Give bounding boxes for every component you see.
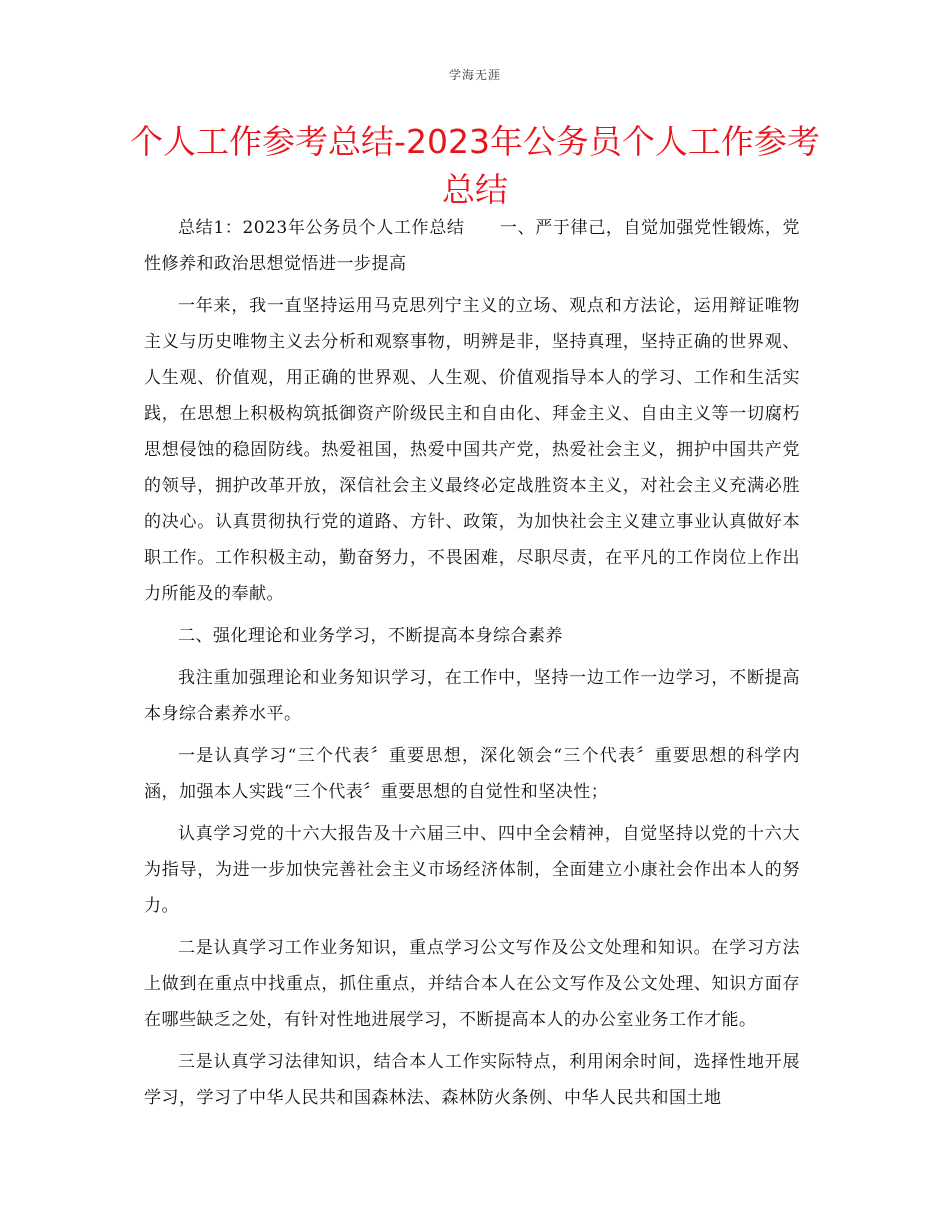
paragraph: 一是认真学习“三个代表〞重要思想，深化领会“三个代表〞重要思想的科学内涵，加强本人实践“三个代表〞重要思想的自觉性和坚决性； xyxy=(144,746,800,802)
paragraph: 三是认真学习法律知识，结合本人工作实际特点，利用闲余时间，选择性地开展学习，学习了中华人民共和国森林法、森林防火条例、中华人民共和国土地 xyxy=(144,1052,800,1108)
paragraph: 二是认真学习工作业务知识，重点学习公文写作及公文处理和知识。在学习方法上做到在重点中找重点，抓住重点，并结合本人在公文写作及公文处理、知识方面存在哪些缺乏之处，有针对性地进展学习，不断提高本人的办公室业务工作才能。 xyxy=(144,938,800,1030)
section-heading: 二、强化理论和业务学习，不断提高本身综合素养 xyxy=(178,626,563,646)
document-title: 个人工作参考总结-2023年公务员个人工作参考总结 xyxy=(130,122,820,209)
paragraph: 一年来，我一直坚持运用马克思列宁主义的立场、观点和方法论，运用辩证唯物主义与历史唯物主义去分析和观察事物，明辨是非，坚持真理，坚持正确的世界观、人生观、价值观，用正确的世界观、人生观、价值观指导本人的学习、工作和生活实践，在思想上积极构筑抵御资产阶级民主和自由化、拜金主义、自由主义等一切腐朽思想侵蚀的稳固防线。热爱祖国，热爱中国共产党，热爱社会主义，拥护中国共产党的领导，拥护改革开放，深信社会主义最终必定战胜资本主义，对社会主义充满必胜的决心。认真贯彻执行党的道路、方针、政策，为加快社会主义建立事业认真做好本职工作。工作积极主动，勤奋努力，不畏困难，尽职尽责，在平凡的工作岗位上作出力所能及的奉献。 xyxy=(144,296,800,604)
paragraph: 我注重加强理论和业务知识学习，在工作中，坚持一边工作一边学习，不断提高本身综合素养水平。 xyxy=(144,668,800,724)
document-body xyxy=(144,210,800,1122)
paragraph: 认真学习党的十六大报告及十六届三中、四中全会精神，自觉坚持以党的十六大为指导，为进一步加快完善社会主义市场经济体制，全面建立小康社会作出本人的努力。 xyxy=(144,824,800,916)
page-header: 学海无涯 xyxy=(448,68,501,82)
paragraph: 总结1：2023年公务员个人工作总结 一、严于律己，自觉加强党性锻炼，党性修养和政治思想觉悟进一步提高 xyxy=(144,218,800,274)
